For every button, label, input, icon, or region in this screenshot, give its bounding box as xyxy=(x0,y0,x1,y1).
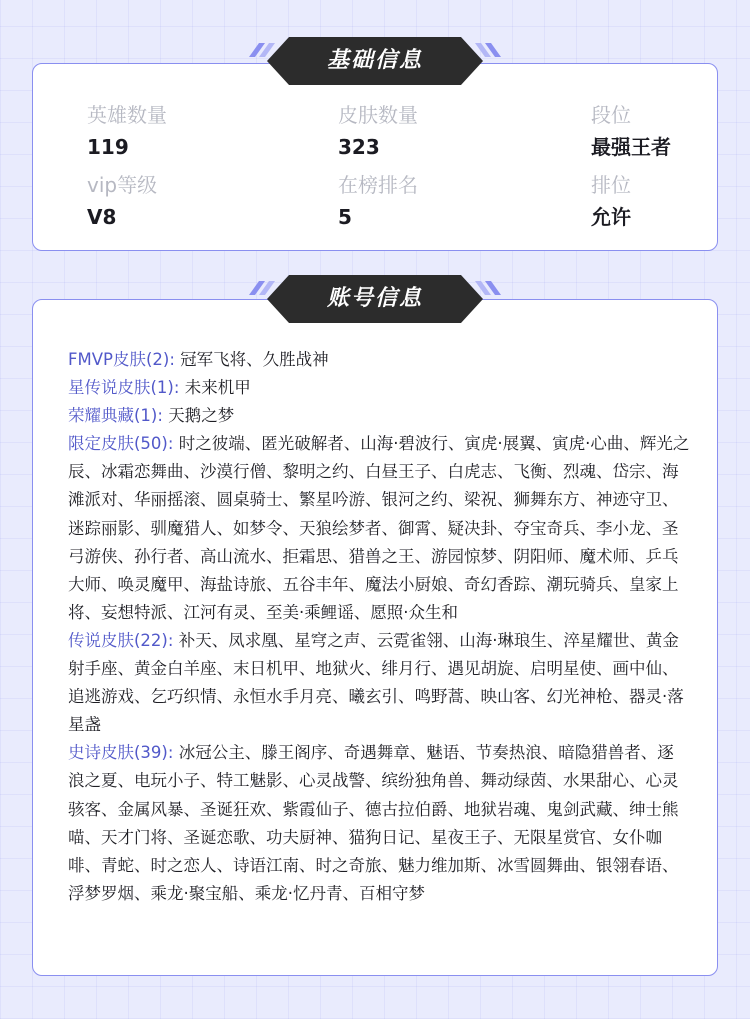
basic-info-header xyxy=(247,37,503,85)
rank-tier-label: 段位 xyxy=(591,103,631,127)
hero-count-value: 119 xyxy=(87,135,129,159)
ranked-allowed-field xyxy=(591,172,711,230)
basic-info-card xyxy=(32,63,718,251)
rank-tier-value: 最强王者 xyxy=(591,135,671,159)
skin-category-label: 史诗皮肤(39): xyxy=(68,743,174,763)
skin-items: 未来机甲 xyxy=(184,378,251,398)
ranked-allowed-value: 允许 xyxy=(591,205,631,229)
skin-category-label: 星传说皮肤(1): xyxy=(68,378,180,398)
skin-items: 时之彼端、匿光破解者、山海·碧波行、寅虎·展翼、寅虎·心曲、辉光之辰、冰霜恋舞曲、沙漠行僧、黎明之约、白昼王子、白虎志、飞衡、烈魂、岱宗、海滩派对、华丽摇滚、圆桌骑士、繁星吟游、银河之约、梁祝、狮舞东方、神迹守卫、迷踪丽影、驯魔猎人、如梦令、天狼绘梦者、御霄、疑决卦、夺宝奇兵、李小龙、圣弓游侠、孙行者、高山流水、拒霜思、猎兽之王、游园惊梦、阴阳师、魔术师、乒乓大师、唤灵魔甲、海盐诗旅、五谷丰年、魔法小厨娘、奇幻香踪、潮玩骑兵、皇家上将、妄想特派、江河有灵、至美·乘鲤谣、愿照·众生和 xyxy=(68,434,690,622)
rank-tier-field xyxy=(591,102,711,160)
skin-count-value: 323 xyxy=(338,135,380,159)
account-info-header xyxy=(247,275,503,323)
skin-group-star-legend xyxy=(68,374,690,402)
skin-group-epic xyxy=(68,739,690,908)
vip-level-field xyxy=(87,172,327,230)
skin-group-limited xyxy=(68,430,690,627)
account-info-card xyxy=(32,299,718,976)
basic-info-title: 基础信息 xyxy=(326,48,423,73)
leaderboard-rank-label: 在榜排名 xyxy=(338,173,418,197)
skin-group-fmvp xyxy=(68,346,690,374)
skin-items: 冠军飞将、久胜战神 xyxy=(180,350,329,369)
skin-category-label: FMVP皮肤(2): xyxy=(68,350,175,369)
hero-count-field xyxy=(87,102,327,160)
vip-level-label: vip等级 xyxy=(87,173,158,197)
ranked-allowed-label: 排位 xyxy=(591,173,631,197)
account-info-title: 账号信息 xyxy=(326,286,423,311)
skin-group-glory-collection xyxy=(68,402,690,430)
skin-count-field xyxy=(338,102,578,160)
skin-category-label: 荣耀典藏(1): xyxy=(68,406,163,426)
skin-category-label: 传说皮肤(22): xyxy=(68,630,174,650)
skin-category-label: 限定皮肤(50): xyxy=(68,434,174,454)
skin-list xyxy=(68,346,690,908)
skin-group-legend xyxy=(68,627,690,739)
vip-level-value: V8 xyxy=(87,205,117,229)
hero-count-label: 英雄数量 xyxy=(87,103,167,127)
skin-items: 冰冠公主、滕王阁序、奇遇舞章、魅语、节奏热浪、暗隐猎兽者、逐浪之夏、电玩小子、特工魅影、心灵战警、缤纷独角兽、舞动绿茵、水果甜心、心灵骇客、金属风暴、圣诞狂欢、紫霞仙子、德古拉伯爵、地狱岩魂、鬼剑武藏、绅士熊喵、天才门将、圣诞恋歌、功夫厨神、猫狗日记、星夜王子、无限星赏官、女仆咖啡、青蛇、时之恋人、诗语江南、时之奇旅、魅力维加斯、冰雪圆舞曲、银翎春语、浮梦罗烟、乘龙·聚宝船、乘龙·忆丹青、百相守梦 xyxy=(68,743,679,903)
skin-items: 天鹅之梦 xyxy=(168,406,235,426)
skin-items: 补天、凤求凰、星穹之声、云霓雀翎、山海·琳琅生、淬星耀世、黄金射手座、黄金白羊座、末日机甲、地狱火、绯月行、遇见胡旋、启明星使、画中仙、追逃游戏、乞巧织情、永恒水手月亮、曦玄引、鸣野蒿、映山客、幻光神枪、器灵·落星盏 xyxy=(68,630,684,735)
skin-count-label: 皮肤数量 xyxy=(338,103,418,127)
leaderboard-rank-value: 5 xyxy=(338,205,352,229)
leaderboard-rank-field xyxy=(338,172,578,230)
